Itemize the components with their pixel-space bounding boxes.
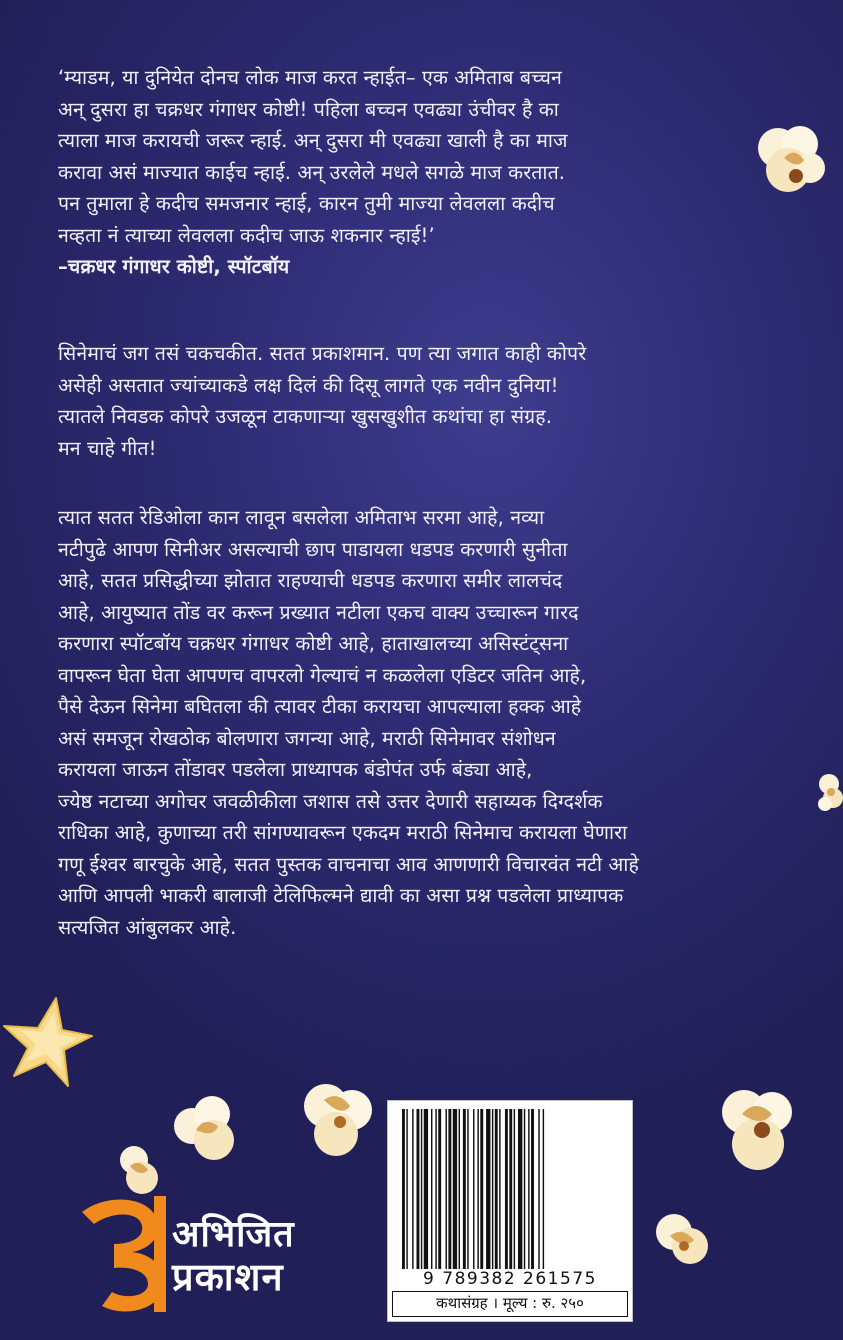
quote-block (58, 62, 778, 283)
popcorn-icon (815, 770, 843, 816)
popcorn-icon (712, 1082, 802, 1178)
characters-line: आणि आपली भाकरी बालाजी टेलिफिल्मने द्यावी का असा प्रश्न पडलेला प्राध्यापक (58, 884, 624, 907)
intro-line: सिनेमाचं जग तसं चकचकीत. सतत प्रकाशमान. पण त्या जगात काही कोपरे (58, 342, 587, 365)
characters-paragraph (58, 502, 778, 943)
popcorn-icon (296, 1076, 382, 1164)
characters-line: आहे, सतत प्रसिद्धीच्या झोतात राहण्याची धडपड करणारा समीर लालचंद (58, 569, 563, 592)
quote-line: अन् दुसरा हा चक्रधर गंगाधर कोष्टी! पहिला बच्चन एवढ्या उंचीवर है का (58, 97, 559, 121)
quote-attribution: –चक्रधर गंगाधर कोष्टी, स्पॉटबॉय (58, 255, 290, 278)
intro-paragraph (58, 338, 778, 464)
publisher-name: प्रकाशन (172, 1255, 284, 1299)
characters-line: नटीपुढे आपण सिनीअर असल्याची छाप पाडायला धडपड करणारी सुनीता (58, 537, 568, 561)
characters-line: सत्यजित आंबुलकर आहे. (58, 915, 237, 939)
quote-line: ‘म्याडम, या दुनियेत दोनच लोक माज करत न्हाईत– एक अमिताब बच्चन (58, 66, 562, 89)
quote-line: पन तुमाला हे कदीच समजनार न्हाई, कारन तुमी माज्या लेवलला कदीच (58, 192, 555, 215)
popcorn-icon (650, 1206, 712, 1270)
popcorn-icon (166, 1090, 242, 1170)
barcode (387, 1100, 633, 1322)
characters-line: करणारा स्पॉटबॉय चक्रधर गंगाधर कोष्टी आहे, हाताखालच्या असिस्टंट्सना (58, 632, 569, 655)
characters-line: ज्येष्ठ नटाच्या अगोचर जवळीकीला जशास तसे उत्तर देणारी सहाय्यक दिग्दर्शक (58, 789, 603, 813)
genre-price-label: कथासंग्रह । मूल्य : रु. २५० (392, 1291, 628, 1317)
intro-line: असेही असतात ज्यांच्याकडे लक्ष दिलं की दिसू लागते एक नवीन दुनिया! (58, 373, 559, 397)
publisher-name: अभिजित (172, 1214, 295, 1255)
popcorn-icon (748, 118, 834, 202)
characters-line: गणू ईश्वर बारचुके आहे, सतत पुस्तक वाचनाचा आव आणणारी विचारवंत नटी आहे (58, 852, 639, 876)
intro-line: त्यातले निवडक कोपरे उजळून टाकणाऱ्या खुसखुशीत कथांचा हा संग्रह. (58, 405, 552, 428)
characters-line: राधिका आहे, कुणाच्या तरी सांगण्यावरून एकदम मराठी सिनेमाच करायला घेणारा (58, 821, 628, 844)
characters-line: करायला जाऊन तोंडावर पडलेला प्राध्यापक बंडोपंत उर्फ बंड्या आहे, (58, 758, 533, 781)
characters-line: आहे, आयुष्यात तोंड वर करून प्रख्यात नटीला एकच वाक्य उच्चारून गारद (58, 600, 579, 624)
isbn-number: 9 789382 261575 (423, 1269, 597, 1289)
characters-line: पैसे देऊन सिनेमा बघितला की त्यावर टीका करायचा आपल्याला हक्क आहे (58, 695, 582, 718)
star-icon (2, 996, 94, 1090)
characters-line: त्यात सतत रेडिओला कान लावून बसलेला अमिताभ सरमा आहे, नव्या (58, 506, 545, 529)
quote-line: नव्हता नं त्याच्या लेवलला कदीच जाऊ शकनार न्हाई!’ (58, 223, 435, 247)
characters-line: वापरून घेता घेता आपणच वापरलो गेल्याचं न कळलेला एडिटर जतिन आहे, (58, 663, 587, 687)
barcode-bars (398, 1109, 622, 1269)
quote-line: करावा असं माज्यात काईच न्हाई. अन् उरलेले मधले सगळे माज करतात. (58, 160, 566, 184)
characters-line: असं समजून रोखठोक बोलणारा जगन्या आहे, मराठी सिनेमावर संशोधन (58, 726, 556, 750)
quote-line: त्याला माज करायची जरूर न्हाई. अन् दुसरा मी एवढ्या खाली है का माज (58, 129, 568, 152)
intro-line: मन चाहे गीत! (58, 436, 157, 460)
